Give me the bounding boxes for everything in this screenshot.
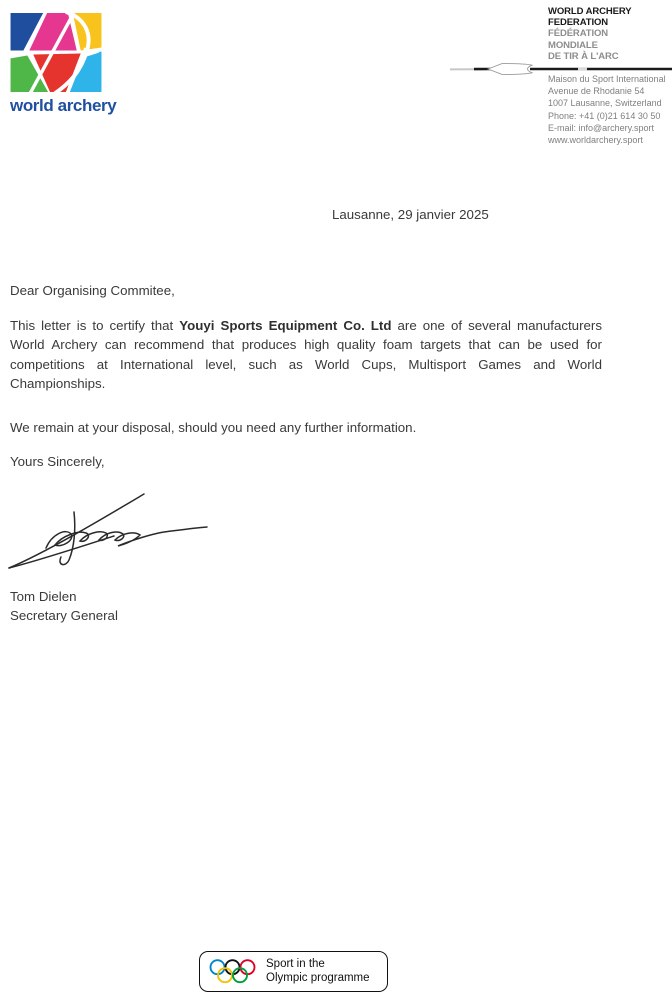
org-name-fr-line: DE TIR À L'ARC: [548, 50, 619, 62]
world-archery-logo: [10, 10, 117, 115]
olympic-rings-icon: [209, 958, 257, 985]
address-line: Maison du Sport International: [548, 74, 666, 84]
sign-off: Yours Sincerely,: [10, 454, 105, 469]
address-line: www.worldarchery.sport: [548, 135, 643, 146]
world-archery-bow-icon: [10, 10, 102, 95]
salutation: Dear Organising Commitee,: [10, 283, 175, 298]
olympic-badge-text: [266, 958, 370, 985]
company-name-bold: Youyi Sports Equipment Co. Ltd: [179, 318, 392, 333]
address-line: Avenue de Rhodanie 54: [548, 86, 645, 97]
org-name-en-line: FEDERATION: [548, 17, 609, 29]
paragraph-text: are one of several manufacturers World Archery can recommend that produces high quality foam targets that can be used for competitions at International level, such as World Cups, Multisport Games and World Championships.: [10, 318, 602, 392]
org-name-en-line: WORLD ARCHERY: [548, 6, 632, 17]
org-name-fr-line: MONDIALE: [548, 39, 598, 51]
signature: [2, 486, 214, 574]
address-line: 1007 Lausanne, Switzerland: [548, 98, 662, 109]
body-paragraph: [10, 316, 602, 394]
org-name-fr-line: FÉDÉRATION: [548, 28, 609, 40]
olympic-programme-badge: [199, 951, 388, 992]
wordmark: world archery: [10, 96, 117, 115]
signer-name: Tom Dielen: [10, 589, 77, 604]
org-names: [548, 6, 632, 62]
address-line: E-mail: info@archery.sport: [548, 122, 655, 133]
date-line: Lausanne, 29 janvier 2025: [332, 207, 489, 222]
address-block: [548, 73, 666, 146]
closing-line: We remain at your disposal, should you need any further information.: [10, 420, 417, 435]
signer-title: Secretary General: [10, 608, 118, 623]
olympic-badge-line: Sport in the: [266, 957, 325, 970]
paragraph-text: This letter is to certify that: [10, 318, 180, 333]
address-line: Phone: +41 (0)21 614 30 50: [548, 110, 661, 121]
olympic-badge-line: Olympic programme: [266, 971, 370, 984]
